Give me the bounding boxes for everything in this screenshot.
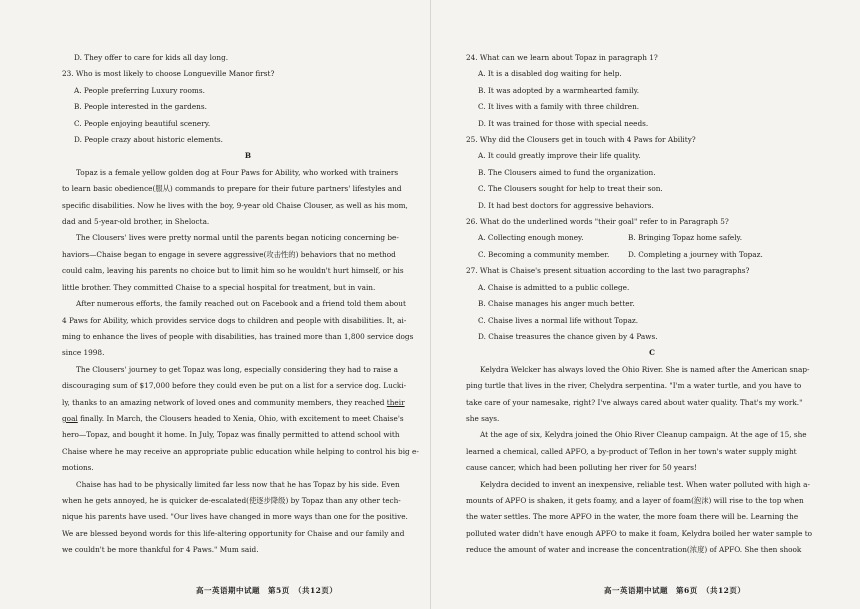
right-column [466,50,838,559]
underlined-goal: goal [62,413,78,423]
left.lines-line: to learn basic obedience(服从) commands to prepare for their future partners' lifestyles and [62,184,402,194]
left.lines-line: 4 Paws for Ability, which provides service dogs to children and people with disabilities. It, ai- [62,315,407,325]
right.lines_bottom-line: the water settles. The more APFO in the water, the more foam there will be. Learning the [466,512,799,522]
left.lines-line: D. People crazy about historic elements. [74,135,223,145]
left.lines-line: goal finally. In March, the Clousers headed to Xenia, Ohio, with excitement to meet Chaise's [62,413,404,423]
right.lines_top-line: D. It had best doctors for aggressive behaviors. [478,200,654,210]
q26-option-b: B. Bringing Topaz home safely. [628,233,743,243]
right.lines_bottom-line: At the age of six, Kelydra joined the Ohio River Cleanup campaign. At the age of 15, she [480,430,807,440]
left.lines-line: The Clousers' lives were pretty normal until the parents began noticing concerning be- [76,233,399,243]
right.lines_top-line: C. It lives with a family with three children. [478,102,640,112]
left.lines-line: could calm, leaving his parents no choice but to limit him so he wouldn't hurt himself, or his [62,266,404,276]
left.lines-line: we couldn't be more thankful for 4 Paws." Mum said. [62,545,259,555]
left.lines-line: B. People interested in the gardens. [74,102,207,112]
right.lines_bottom-line: ping turtle that lives in the river, Chelydra serpentina. "I'm a water turtle, and you have to [466,381,802,391]
page-footer-5: 高一英语期中试题 第5页 （共12页） [196,586,338,595]
left.lines-line: when he gets annoyed, he is quicker de-escalated(使逐步降级) by Topaz than any other tech- [62,495,401,505]
left.lines-line: ming to enhance the lives of people with disabilities, has trained more than 1,800 service dogs [62,331,414,341]
right.lines_top-line: 26. What do the underlined words "their goal" refer to in Paragraph 5? [466,217,729,227]
left.lines-line: Topaz is a female yellow golden dog at Four Paws for Ability, who worked with trainers [76,167,399,177]
left.lines-line: discouraging sum of $17,000 before they could even be put on a list for a service dog. Lucki- [62,381,407,391]
left.lines-line: Chaise has had to be physically limited far less now that he has Topaz by his side. Even [76,479,400,489]
left.lines-line: A. People preferring Luxury rooms. [74,85,205,95]
right.lines_bottom-line: D. Chaise treasures the chance given by 4 Paws. [478,331,658,341]
q26-options-row-1 [466,230,838,246]
left.lines-line: specific disabilities. Now he lives with the boy, 9-year old Chaise Clouser, as well as his mom, [62,200,408,210]
right.lines_bottom-line: A. Chaise is admitted to a public college. [478,282,630,292]
right.lines_bottom-line: learned a chemical, called APFO, a by-product of Teflon in her town's water supply might [466,446,797,456]
right.lines_bottom-line: reduce the amount of water and increase the concentration(浓度) of APFO. She then shook [466,545,802,555]
page-footer-6: 高一英语期中试题 第6页 （共12页） [604,586,746,595]
underlined-their: their [386,397,405,407]
right-passage-block [466,263,838,558]
q26-option-c: C. Becoming a community member. [478,249,610,259]
left.lines-line: nique his parents have used. "Our lives have changed in more ways than one for the positive. [62,512,408,522]
right.lines_bottom-line: B. Chaise manages his anger much better. [478,299,635,309]
right.lines_bottom-line: C [649,348,655,358]
right-questions-block [466,50,838,230]
left.lines-line: C. People enjoying beautiful scenery. [74,118,211,128]
left.lines-line: D. They offer to care for kids all day long. [74,53,229,62]
right.lines_bottom-line: polluted water didn't have enough APFO to make it foam, Kelydra boiled her water sample to [466,528,813,538]
right.lines_top-line: B. The Clousers aimed to fund the organization. [478,167,656,177]
left.lines-line: hero—Topaz, and bought it home. In July, Topaz was finally permitted to attend school with [62,430,400,440]
left.lines-line: We are blessed beyond words for this life-altering opportunity for Chaise and our family and [62,528,405,538]
left.lines-line: little brother. They committed Chaise to a special hospital for treatment, but in vain. [62,282,376,292]
right.lines_bottom-line: 27. What is Chaise's present situation according to the last two paragraphs? [466,266,750,276]
left.lines-line: since 1998. [62,348,105,358]
left.lines-line: Chaise where he may receive an appropriate public education while helping to control his big e- [62,446,419,456]
left.lines-line: motions. [62,463,94,473]
right.lines_top-line: 24. What can we learn about Topaz in paragraph 1? [466,53,658,62]
right.lines_top-line: 25. Why did the Clousers get in touch with 4 Paws for Ability? [466,135,696,145]
right.lines_top-line: B. It was adopted by a warmhearted family. [478,85,640,95]
right.lines_bottom-line: Kelydra decided to invent an inexpensive, reliable test. When water polluted with high a- [480,479,810,489]
left.lines-line: haviors—Chaise began to engage in severe aggressive(攻击性的) behaviors that no method [62,249,396,259]
right.lines_bottom-line: mounts of APFO is shaken, it gets foamy, and a layer of foam(泡沫) will rise to the top when [466,495,804,505]
left.lines-line: After numerous efforts, the family reached out on Facebook and a friend told them about [76,299,406,309]
right.lines_top-line: C. The Clousers sought for help to treat their son. [478,184,663,194]
left-column [62,50,434,559]
left.lines-line: dad and 5-year-old brother, in Shelocta. [62,217,210,227]
right.lines_top-line: A. It could greatly improve their life quality. [478,151,641,161]
q26-option-d: D. Completing a journey with Topaz. [628,249,763,259]
left.lines-line: The Clousers' journey to get Topaz was long, especially considering they had to raise a [76,364,398,374]
left.lines-line: ly, thanks to an amazing network of loved ones and community members, they reached their [62,397,405,407]
right.lines_bottom-line: C. Chaise lives a normal life without Topaz. [478,315,639,325]
right.lines_bottom-line: Kelydra Welcker has always loved the Ohio River. She is named after the American snap- [480,364,810,374]
right.lines_bottom-line: take care of your namesake, right? I've always cared about water quality. That's my work." [466,397,803,407]
right.lines_bottom-line: she says. [466,413,500,423]
right.lines_bottom-line: cause cancer, which had been polluting her river for 50 years! [466,463,697,473]
right.lines_top-line: A. It is a disabled dog waiting for help. [478,69,622,79]
q26-options-row-2 [466,247,838,263]
q26-option-a: A. Collecting enough money. [478,233,584,243]
right.lines_top-line: D. It was trained for those with special needs. [478,118,649,128]
left.lines-line: 23. Who is most likely to choose Longueville Manor first? [62,69,275,79]
left.lines-line: B [244,151,252,161]
